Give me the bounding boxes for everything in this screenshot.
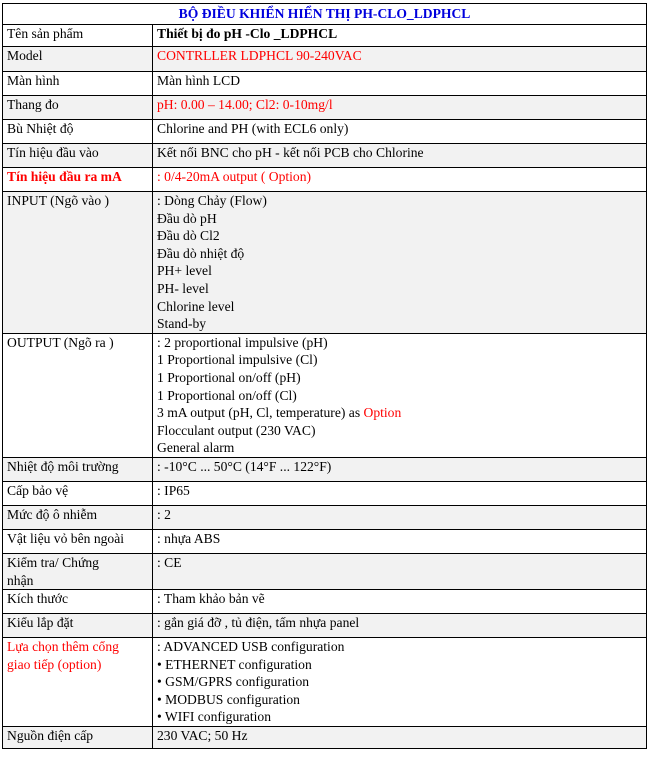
list-item: : ADVANCED USB configuration	[157, 639, 345, 655]
row-protection	[3, 481, 647, 505]
list-item: : 2 proportional impulsive (pH)	[157, 334, 328, 350]
row-comm-options	[3, 638, 647, 727]
row-output-signal	[3, 168, 647, 192]
row-value: : gắn giá đỡ , tủ điện, tấm nhựa panel	[153, 614, 647, 638]
row-mounting	[3, 614, 647, 638]
row-housing	[3, 529, 647, 553]
list-item	[157, 404, 642, 422]
list-item: • WIFI configuration	[157, 709, 271, 725]
list-item: PH+ level	[157, 263, 212, 279]
row-value: Chlorine and PH (with ECL6 only)	[153, 120, 647, 144]
row-value: : 0/4-20mA output ( Option)	[153, 168, 647, 192]
list-item: • GSM/GPRS configuration	[157, 674, 310, 690]
row-value: : CE	[153, 553, 647, 589]
row-label: Tín hiệu đầu vào	[3, 144, 153, 168]
row-label: INPUT (Ngõ vào )	[3, 192, 153, 334]
list-item: • ETHERNET configuration	[157, 656, 312, 672]
row-label: Kiểu lắp đặt	[3, 614, 153, 638]
row-pollution	[3, 505, 647, 529]
list-item: : Dòng Chảy (Flow)	[157, 193, 267, 208]
row-value: : Tham khảo bản vẽ	[153, 590, 647, 614]
row-label	[3, 553, 153, 589]
row-dimensions	[3, 590, 647, 614]
spec-table	[2, 3, 647, 749]
list-item: Đầu dò Cl2	[157, 228, 220, 244]
list-item: 1 Proportional impulsive (Cl)	[157, 352, 318, 368]
row-range	[3, 96, 647, 120]
row-label: Kích thước	[3, 590, 153, 614]
row-label: Cấp bảo vệ	[3, 481, 153, 505]
row-value: Kết nối BNC cho pH - kết nối PCB cho Chlorine	[153, 144, 647, 168]
table-title: BỘ ĐIỀU KHIỂN HIỂN THỊ PH-CLO_LDPHCL	[3, 4, 647, 25]
row-label: Tín hiệu đầu ra mA	[3, 168, 153, 192]
list-item: Chlorine level	[157, 298, 235, 314]
list-item: 1 Proportional on/off (pH)	[157, 369, 301, 385]
row-value: : nhựa ABS	[153, 529, 647, 553]
list-item: General alarm	[157, 440, 235, 456]
row-value: Thiết bị đo pH -Clo _LDPHCL	[153, 25, 647, 47]
row-power	[3, 727, 647, 749]
row-input	[3, 192, 647, 334]
row-display	[3, 72, 647, 96]
row-value	[153, 333, 647, 457]
label-line: nhận	[7, 572, 34, 588]
list-item: PH- level	[157, 280, 209, 296]
row-label: Thang đo	[3, 96, 153, 120]
list-item: Flocculant output (230 VAC)	[157, 422, 316, 438]
row-value: Màn hình LCD	[153, 72, 647, 96]
list-item: 1 Proportional on/off (Cl)	[157, 387, 297, 403]
row-label: Bù Nhiệt độ	[3, 120, 153, 144]
row-temp-comp	[3, 120, 647, 144]
row-ambient	[3, 457, 647, 481]
row-label: Màn hình	[3, 72, 153, 96]
row-value	[153, 192, 647, 334]
list-item: Đầu dò pH	[157, 210, 217, 226]
label-line: Lựa chọn thêm cổng	[7, 639, 119, 655]
row-certification	[3, 553, 647, 589]
list-item: Stand-by	[157, 316, 207, 332]
row-label: Mức độ ô nhiễm	[3, 505, 153, 529]
row-model	[3, 47, 647, 72]
label-line: giao tiếp (option)	[7, 656, 102, 672]
row-label	[3, 638, 153, 727]
row-label: Nhiệt độ môi trường	[3, 457, 153, 481]
row-label: Vật liệu vỏ bên ngoài	[3, 529, 153, 553]
row-output	[3, 333, 647, 457]
row-label: Tên sản phẩm	[3, 25, 153, 47]
label-line: Kiểm tra/ Chứng	[7, 554, 99, 570]
row-value	[153, 638, 647, 727]
list-item: Đầu dò nhiệt độ	[157, 245, 245, 261]
ma-output-text: 3 mA output (pH, Cl, temperature) as	[157, 405, 364, 421]
list-item: • MODBUS configuration	[157, 691, 300, 707]
row-value: : -10°C ... 50°C (14°F ... 122°F)	[153, 457, 647, 481]
row-label: Nguồn điện cấp	[3, 727, 153, 749]
row-label: OUTPUT (Ngõ ra )	[3, 333, 153, 457]
row-value: : 2	[153, 505, 647, 529]
row-input-signal	[3, 144, 647, 168]
row-value: pH: 0.00 – 14.00; Cl2: 0-10mg/l	[153, 96, 647, 120]
row-value: 230 VAC; 50 Hz	[153, 727, 647, 749]
row-product	[3, 25, 647, 47]
row-value: : IP65	[153, 481, 647, 505]
option-highlight: Option	[363, 405, 402, 421]
row-value: CONTRLLER LDPHCL 90-240VAC	[153, 47, 647, 72]
row-label: Model	[3, 47, 153, 72]
